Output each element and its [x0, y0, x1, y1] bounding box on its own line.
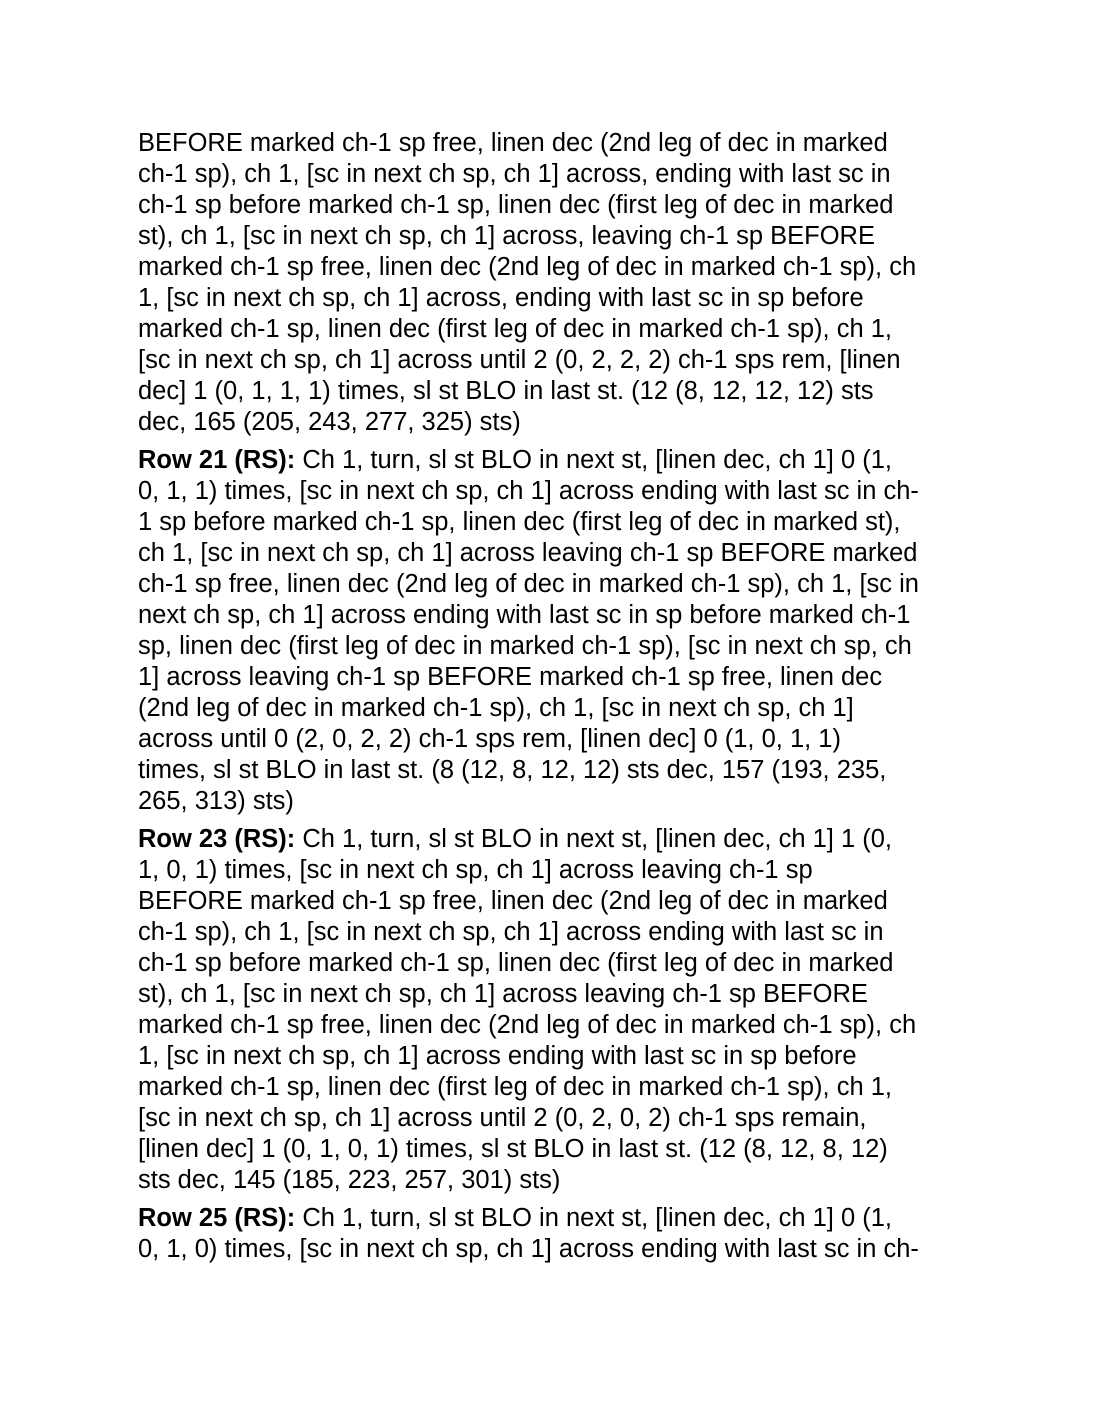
text-segment: Ch 1, turn, sl st BLO in next st, [linen dec, ch 1] 0 (1,: [295, 446, 892, 474]
text-line: sts dec, 145 (185, 223, 257, 301) sts): [138, 1166, 561, 1194]
text-line: [138, 1203, 970, 1234]
text-segment: Ch 1, turn, sl st BLO in next st, [linen dec, ch 1] 1 (0,: [295, 825, 892, 853]
text-line: 1, [sc in next ch sp, ch 1] across, ending with last sc in sp before: [138, 284, 864, 312]
text-line: [sc in next ch sp, ch 1] across until 2 (0, 2, 2, 2) ch-1 sps rem, [linen: [138, 346, 901, 374]
text-line: BEFORE marked ch-1 sp free, linen dec (2nd leg of dec in marked: [138, 887, 888, 915]
text-line: ch 1, [sc in next ch sp, ch 1] across leaving ch-1 sp BEFORE marked: [138, 539, 918, 567]
row-label: Row 25 (RS):: [138, 1204, 296, 1232]
text-line: 1, 0, 1) times, [sc in next ch sp, ch 1] across leaving ch-1 sp: [138, 856, 813, 884]
text-line: ch-1 sp free, linen dec (2nd leg of dec in marked ch-1 sp), ch 1, [sc in: [138, 570, 919, 598]
text-line: [linen dec] 1 (0, 1, 0, 1) times, sl st BLO in last st. (12 (8, 12, 8, 12): [138, 1135, 888, 1163]
text-line: marked ch-1 sp free, linen dec (2nd leg of dec in marked ch-1 sp), ch: [138, 1011, 917, 1039]
text-line: ch-1 sp before marked ch-1 sp, linen dec (first leg of dec in marked: [138, 191, 894, 219]
text-line: ch-1 sp), ch 1, [sc in next ch sp, ch 1] across, ending with last sc in: [138, 160, 891, 188]
text-line: ch-1 sp), ch 1, [sc in next ch sp, ch 1] across ending with last sc in: [138, 918, 884, 946]
text-line: 0, 1, 0) times, [sc in next ch sp, ch 1] across ending with last sc in ch-: [138, 1235, 919, 1263]
text-line: 1, [sc in next ch sp, ch 1] across ending with last sc in sp before: [138, 1042, 857, 1070]
row-label: Row 21 (RS):: [138, 446, 296, 474]
text-line: 1] across leaving ch-1 sp BEFORE marked ch-1 sp free, linen dec: [138, 663, 883, 691]
text-line: 0, 1, 1) times, [sc in next ch sp, ch 1] across ending with last sc in ch-: [138, 477, 919, 505]
text-line: [138, 445, 970, 476]
text-line: [sc in next ch sp, ch 1] across until 2 (0, 2, 0, 2) ch-1 sps remain,: [138, 1104, 867, 1132]
row-label: Row 23 (RS):: [138, 825, 296, 853]
text-line: ch-1 sp before marked ch-1 sp, linen dec (first leg of dec in marked: [138, 949, 894, 977]
pattern-instructions: [138, 128, 970, 1272]
text-line: st), ch 1, [sc in next ch sp, ch 1] across, leaving ch-1 sp BEFORE: [138, 222, 875, 250]
text-line: 1 sp before marked ch-1 sp, linen dec (first leg of dec in marked st),: [138, 508, 901, 536]
text-line: marked ch-1 sp, linen dec (first leg of dec in marked ch-1 sp), ch 1,: [138, 1073, 892, 1101]
text-line: next ch sp, ch 1] across ending with last sc in sp before marked ch-1: [138, 601, 911, 629]
text-line: times, sl st BLO in last st. (8 (12, 8, 12, 12) sts dec, 157 (193, 235,: [138, 756, 887, 784]
text-line: (2nd leg of dec in marked ch-1 sp), ch 1, [sc in next ch sp, ch 1]: [138, 694, 854, 722]
paragraph-row-23: [138, 824, 970, 1196]
text-line: dec, 165 (205, 243, 277, 325) sts): [138, 408, 521, 436]
text-line: sp, linen dec (first leg of dec in marked ch-1 sp), [sc in next ch sp, ch: [138, 632, 912, 660]
paragraph-row-21: [138, 445, 970, 817]
text-line: marked ch-1 sp, linen dec (first leg of dec in marked ch-1 sp), ch 1,: [138, 315, 892, 343]
text-line: marked ch-1 sp free, linen dec (2nd leg of dec in marked ch-1 sp), ch: [138, 253, 917, 281]
text-line: 265, 313) sts): [138, 787, 294, 815]
text-line: dec] 1 (0, 1, 1, 1) times, sl st BLO in last st. (12 (8, 12, 12, 12) sts: [138, 377, 874, 405]
text-line: BEFORE marked ch-1 sp free, linen dec (2nd leg of dec in marked: [138, 129, 888, 157]
text-line: across until 0 (2, 0, 2, 2) ch-1 sps rem, [linen dec] 0 (1, 0, 1, 1): [138, 725, 841, 753]
paragraph-row-continuation: [138, 128, 970, 438]
text-line: st), ch 1, [sc in next ch sp, ch 1] across leaving ch-1 sp BEFORE: [138, 980, 868, 1008]
text-line: [138, 824, 970, 855]
text-segment: Ch 1, turn, sl st BLO in next st, [linen dec, ch 1] 0 (1,: [295, 1204, 892, 1232]
paragraph-row-25: [138, 1203, 970, 1265]
